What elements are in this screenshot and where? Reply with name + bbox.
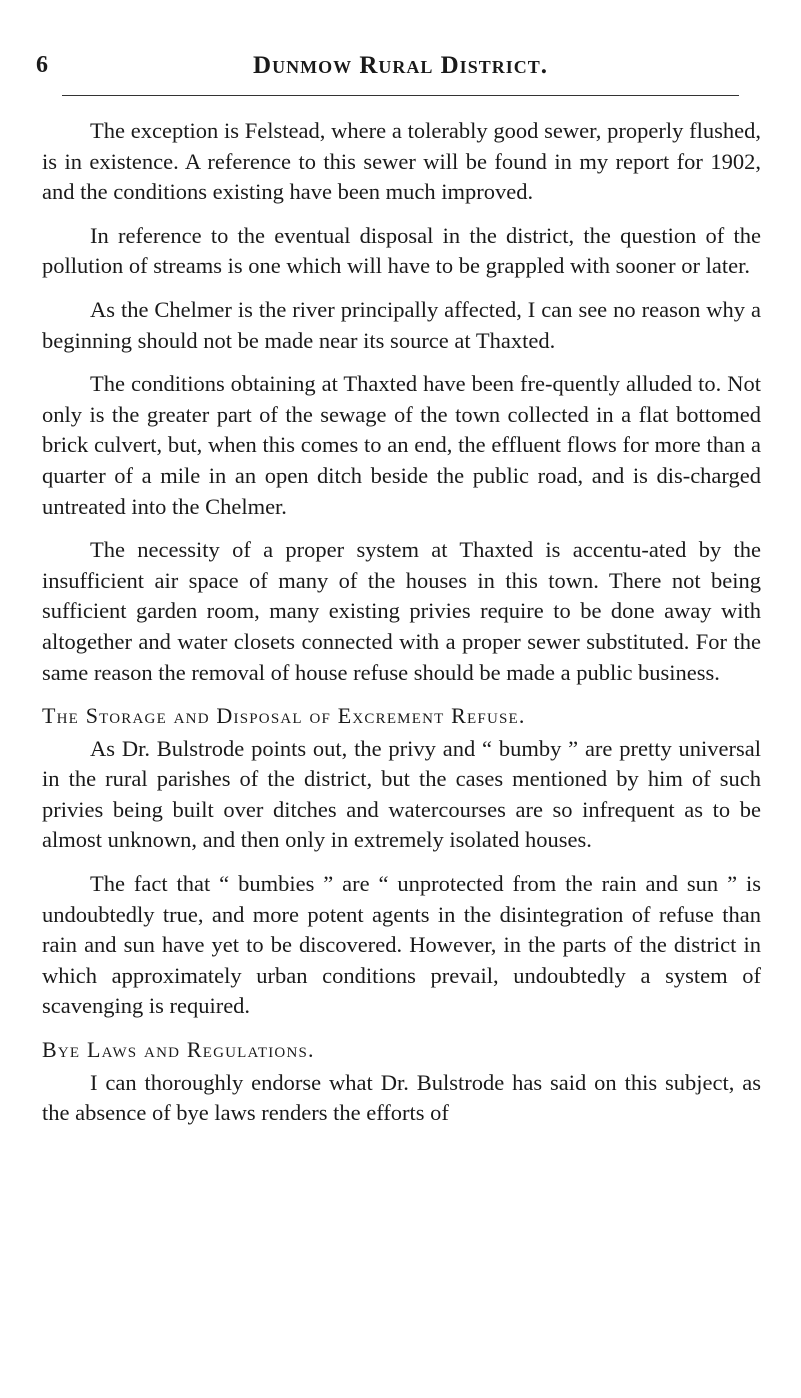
paragraph: In reference to the eventual disposal in the district, the question of the pollution of streams is one which will have to be grappled with sooner or later. [42, 222, 761, 279]
paragraph: The fact that “ bumbies ” are “ unprotected from the rain and sun ” is undoubtedly true, and more potent agents in the disintegration of refuse than rain and sun have yet to be discovered. However, in the parts of the district in which approximately urban conditions prevail, undoubtedly a system of scavenging is required. [42, 871, 761, 1019]
running-title: Dunmow Rural District. [253, 52, 548, 79]
paragraph: The conditions obtaining at Thaxted have been fre-quently alluded to. Not only is the greater part of the sewage of the town collected in a flat bottomed brick culvert, but, when this comes to an end, the effluent flows for more than a quarter of a mile in an open ditch beside the public road, and is dis-charged untreated into the Chelmer. [42, 371, 761, 519]
section-heading-bye-laws: Bye Laws and Regulations. [42, 1037, 315, 1063]
paragraph: The exception is Felstead, where a tolerably good sewer, properly flushed, is in existence. A reference to this sewer will be found in my report for 1902, and the conditions existing have been much improved. [42, 118, 761, 205]
page-number: 6 [36, 52, 48, 78]
section-heading-storage-disposal: The Storage and Disposal of Excrement Refuse. [42, 703, 526, 729]
header-rule [62, 95, 739, 96]
paragraph: As Dr. Bulstrode points out, the privy and “ bumby ” are pretty universal in the rural parishes of the district, but the cases mentioned by him of such privies being built over ditches and watercourses are so infrequent as to be almost unknown, and then only in extremely isolated houses. [42, 735, 761, 853]
paragraph: As the Chelmer is the river principally affected, I can see no reason why a beginning should not be made near its source at Thaxted. [42, 296, 761, 353]
page-header [36, 52, 765, 88]
paragraph: I can thoroughly endorse what Dr. Bulstrode has said on this subject, as the absence of bye laws renders the efforts of [42, 1069, 761, 1126]
paragraph: The necessity of a proper system at Thaxted is accentu-ated by the insufficient air space of many of the houses in this town. There not being sufficient garden room, many existing privies require to be done away with altogether and water closets connected with a proper sewer substituted. For the same reason the removal of house refuse should be made a public business. [42, 537, 761, 685]
body-text [42, 116, 761, 1142]
